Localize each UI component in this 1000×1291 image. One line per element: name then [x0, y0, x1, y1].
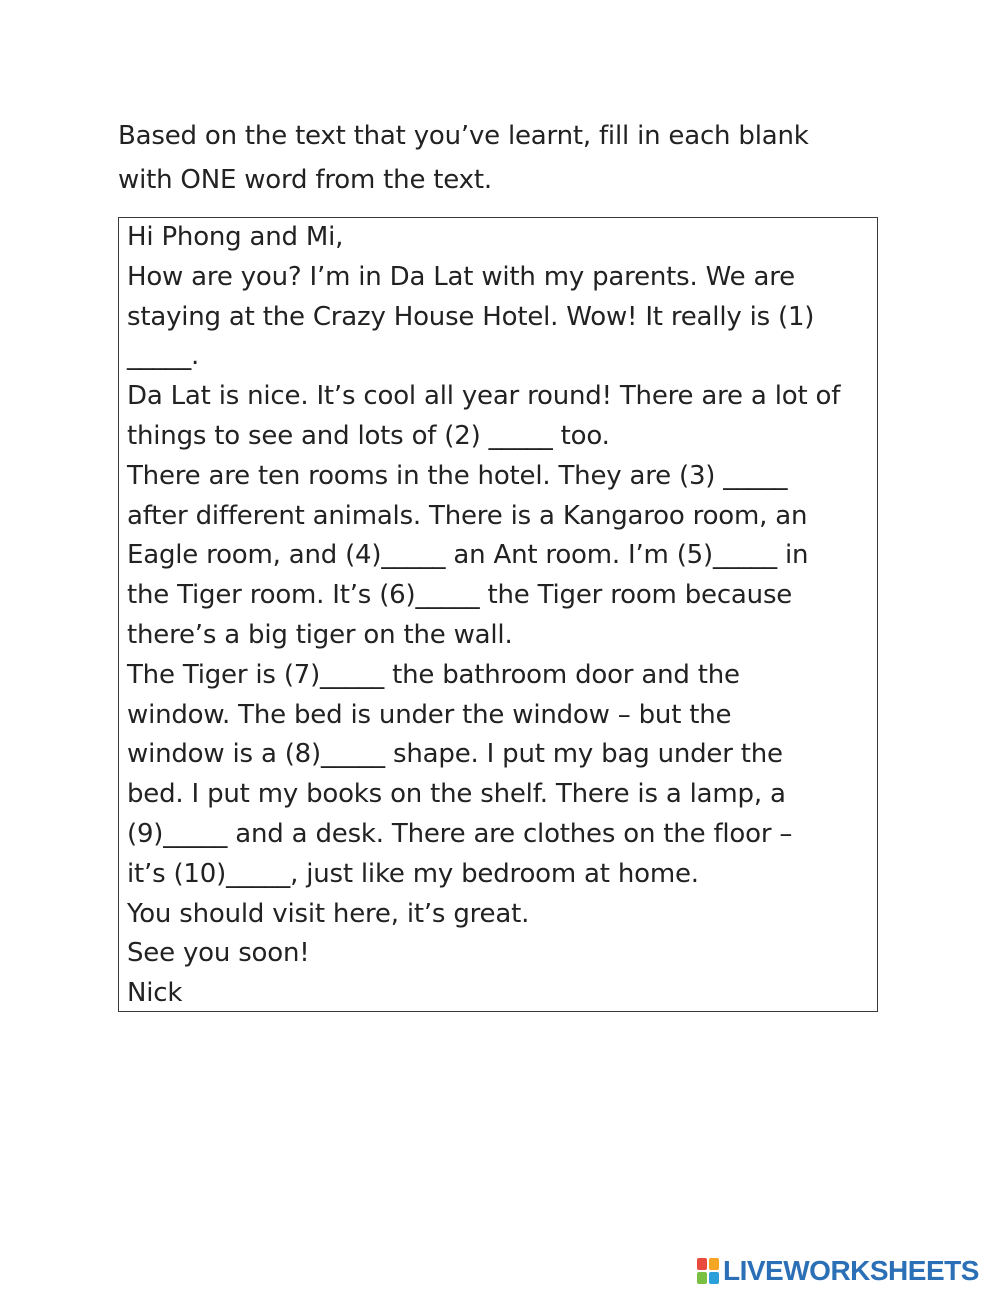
letter-line: after different animals. There is a Kangaroo room, an — [127, 500, 808, 531]
liveworksheets-logo — [697, 1253, 979, 1289]
letter-line: Hi Phong and Mi, — [127, 222, 344, 252]
letter-line: Eagle room, and (4)_____ an Ant room. I’m (5)_____ in — [127, 540, 809, 571]
logo-text: LIVEWORKSHEETS — [723, 1255, 979, 1286]
liveworksheets-logo-icon — [697, 1258, 719, 1284]
letter-line: the Tiger room. It’s (6)_____ the Tiger room because — [127, 580, 793, 611]
letter-line: staying at the Crazy House Hotel. Wow! It really is (1) — [127, 301, 815, 332]
logo-square-orange — [709, 1258, 719, 1270]
letter-line: it’s (10)_____, just like my bedroom at home. — [127, 858, 699, 889]
letter-line: You should visit here, it’s great. — [127, 898, 530, 929]
logo-square-red — [697, 1258, 707, 1270]
letter-line: The Tiger is (7)_____ the bathroom door and the — [127, 659, 740, 690]
letter-line: How are you? I’m in Da Lat with my parents. We are — [127, 261, 795, 292]
instructions-line-1: Based on the text that you’ve learnt, fill in each blank — [118, 121, 809, 151]
logo-square-blue — [709, 1272, 719, 1284]
letter-line: (9)_____ and a desk. There are clothes on the floor – — [127, 818, 793, 849]
letter-line: Da Lat is nice. It’s cool all year round! There are a lot of — [127, 381, 841, 412]
letter-line: See you soon! — [127, 938, 310, 969]
letter-line: things to see and lots of (2) _____ too. — [127, 420, 610, 451]
letter-text — [127, 218, 872, 1014]
instructions-line-2: with ONE word from the text. — [118, 165, 492, 195]
letter-line: There are ten rooms in the hotel. They are (3) _____ — [127, 460, 788, 491]
letter-line: window. The bed is under the window – but the — [127, 699, 732, 730]
letter-line: bed. I put my books on the shelf. There is a lamp, a — [127, 779, 786, 810]
logo-square-green — [697, 1272, 707, 1284]
letter-line: _____. — [127, 341, 200, 372]
letter-line: window is a (8)_____ shape. I put my bag under the — [127, 739, 783, 770]
letter-box — [118, 217, 878, 1012]
letter-line: Nick — [127, 978, 183, 1009]
letter-line: there’s a big tiger on the wall. — [127, 619, 513, 650]
instructions — [118, 114, 878, 202]
